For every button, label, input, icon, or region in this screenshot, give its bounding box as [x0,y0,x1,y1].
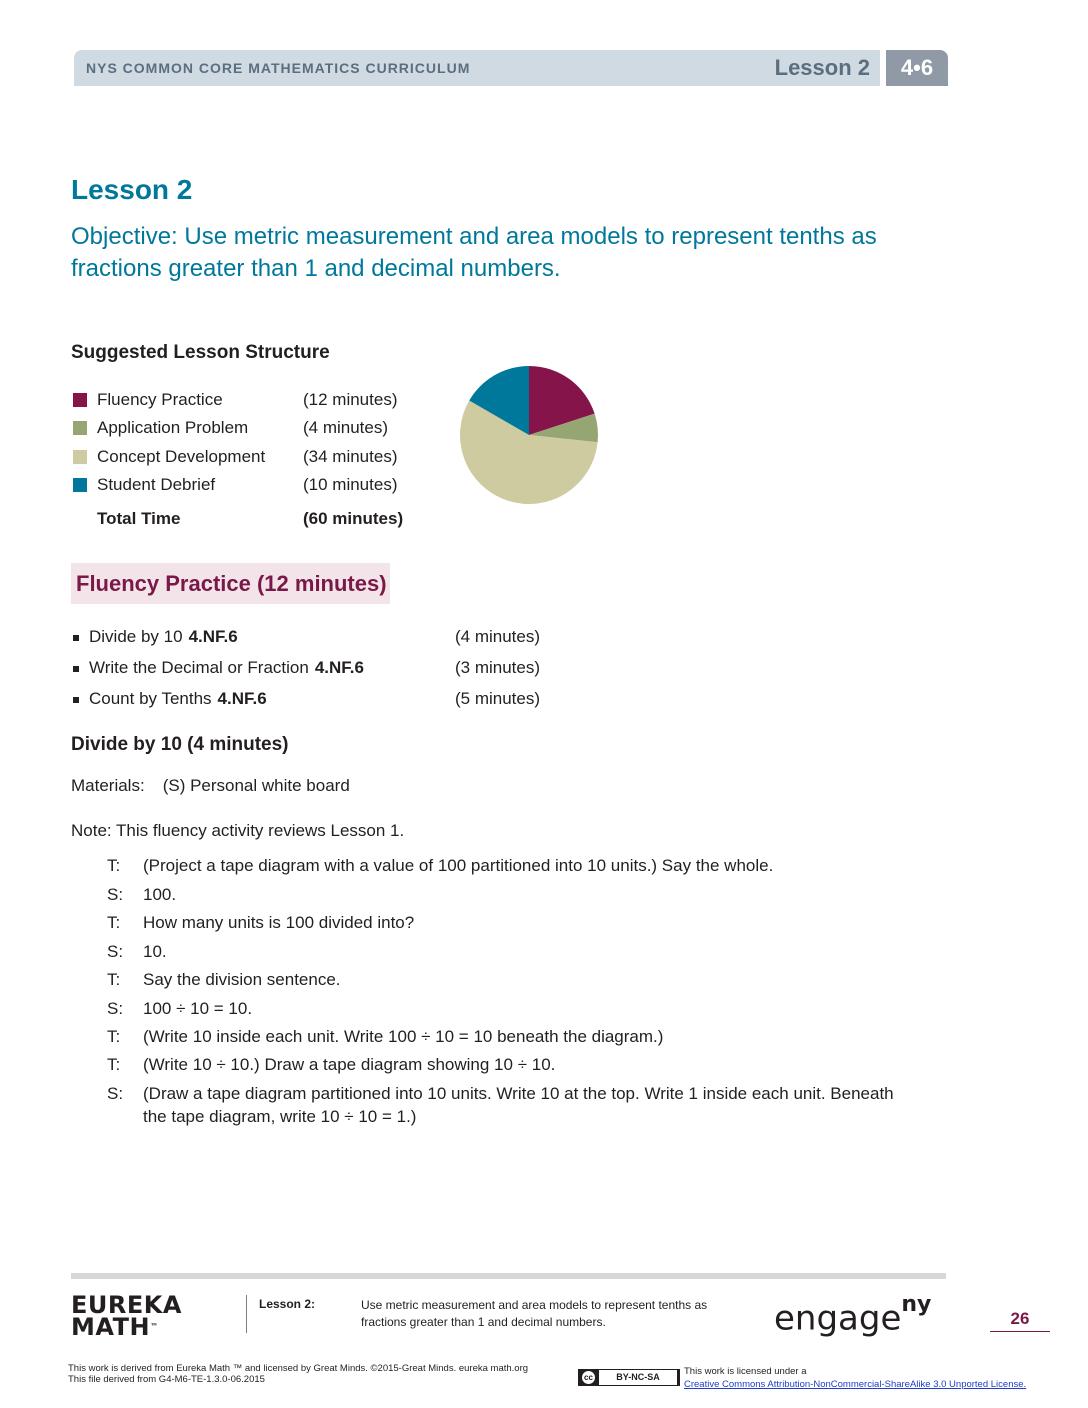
fluency-item-time: (4 minutes) [455,627,541,646]
dialogue-text: Say the division sentence. [143,970,341,989]
dialogue-speaker: S: [107,942,124,961]
engageny-logo [774,1292,932,1339]
curriculum-title: NYS COMMON CORE MATHEMATICS CURRICULUM [86,60,471,76]
dialogue-speaker: T: [107,1055,121,1074]
structure-item-label: Student Debrief [97,475,216,494]
structure-item-label: Concept Development [97,447,266,466]
bullet-icon [73,697,79,703]
dialogue-text: (Project a tape diagram with a value of 100 partitioned into 10 units.) Say the whole. [143,856,774,875]
license-text: This work is licensed under a [684,1366,807,1377]
cc-license-badge-icon [578,1369,680,1386]
fluency-item-label: Count by Tenths [89,689,212,708]
structure-item-label: Application Problem [97,418,249,437]
dialogue-text: (Draw a tape diagram partitioned into 10 units. Write 10 at the top. Write 1 inside each unit. Beneath the tape diagram, write 10 ÷ 10 = 1.) [143,1084,894,1126]
structure-item-time: (4 minutes) [303,418,389,437]
fluency-item-label: Write the Decimal or Fraction [89,658,309,677]
lesson-structure-pie-chart [456,362,602,508]
footer-credit [68,1363,528,1385]
dialogue-speaker: T: [107,913,121,932]
dialogue-text: (Write 10 inside each unit. Write 100 ÷ 10 = 10 beneath the diagram.) [143,1027,664,1046]
structure-heading: Suggested Lesson Structure [71,342,330,363]
legend-swatch-debrief [73,478,87,492]
header-module-badge: 4•6 [886,50,948,86]
total-time: (60 minutes) [303,509,404,528]
legend-swatch-application [73,421,87,435]
materials-text: (S) Personal white board [162,776,350,795]
structure-item-time: (10 minutes) [303,475,398,494]
lesson-title: Lesson 2 [71,174,193,205]
structure-item-time: (34 minutes) [303,447,398,466]
fluency-item-code: 4.NF.6 [188,627,238,646]
dialogue-text: 100. [143,885,177,904]
dialogue-speaker: S: [107,1084,124,1103]
structure-item-time: (12 minutes) [303,390,398,409]
engage-text: engage [774,1298,902,1339]
cc-label: BY-NC-SA [599,1370,677,1385]
note-line: Note: This fluency activity reviews Lesson 1. [71,821,405,840]
header-bar [74,50,880,86]
credit-line: This work is derived from Eureka Math ™ and licensed by Great Minds. ©2015-Great Minds. eureka math.org [68,1363,529,1374]
footer-divider-bar [71,1273,946,1279]
dialogue-speaker: S: [107,885,124,904]
materials-line [71,776,350,796]
materials-label: Materials: [71,776,145,795]
dialogue-text: 100 ÷ 10 = 10. [143,999,253,1018]
logo-line: EUREKA [71,1291,182,1319]
dialogue-text: (Write 10 ÷ 10.) Draw a tape diagram showing 10 ÷ 10. [143,1055,556,1074]
dialogue-speaker: T: [107,1027,121,1046]
logo-tm: ™ [150,1322,159,1331]
page-number-underline [990,1331,1050,1332]
dialogue-speaker: T: [107,970,121,989]
fluency-banner: Fluency Practice (12 minutes) [71,563,390,604]
credit-line: This file derived from G4-M6-TE-1.3.0-06.2015 [68,1374,265,1385]
bullet-icon [73,635,79,641]
lesson-objective: Objective: Use metric measurement and area models to represent tenths as fractions greater than 1 and decimal numbers. [71,223,877,282]
bullet-icon [73,666,79,672]
license-link[interactable]: Creative Commons Attribution-NonCommercial-ShareAlike 3.0 Unported License. [684,1379,1027,1390]
dialogue-speaker: T: [107,856,121,875]
fluency-item-code: 4.NF.6 [217,689,267,708]
dialogue-speaker: S: [107,999,124,1018]
total-label: Total Time [97,509,181,528]
logo-line: MATH [71,1313,151,1341]
footer-vertical-divider [246,1295,247,1333]
cc-symbol: cc [582,1371,595,1384]
legend-swatch-concept [73,450,87,464]
footer-lesson-label: Lesson 2: [259,1297,316,1311]
dialogue-text: 10. [143,942,167,961]
footer-lesson-description: Use metric measurement and area models to represent tenths as fractions greater than 1 and decimal numbers. [361,1298,708,1329]
divide-heading: Divide by 10 (4 minutes) [71,734,289,755]
fluency-item-code: 4.NF.6 [314,658,364,677]
header-lesson: Lesson 2 [774,55,870,80]
structure-item-label: Fluency Practice [97,390,223,409]
engage-ny-text: ny [901,1292,932,1317]
page-number: 26 [1010,1309,1030,1328]
eureka-math-logo [71,1291,182,1341]
fluency-item-time: (5 minutes) [455,689,541,708]
fluency-item-label: Divide by 10 [89,627,183,646]
legend-swatch-fluency [73,393,87,407]
dialogue-text: How many units is 100 divided into? [143,913,415,932]
fluency-item-time: (3 minutes) [455,658,541,677]
